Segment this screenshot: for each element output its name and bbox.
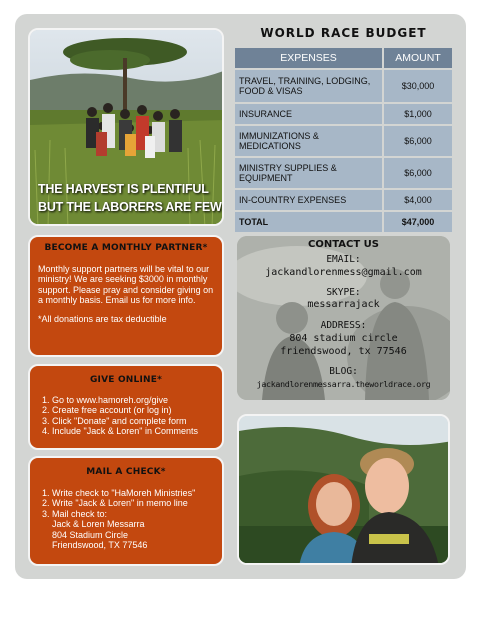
expense-amount: $30,000 <box>382 70 452 102</box>
budget-row <box>235 70 452 102</box>
give-online-box <box>28 364 224 450</box>
mail-check-box <box>28 456 224 566</box>
skype-name: messarrajack <box>307 299 380 310</box>
expense-amount: $6,000 <box>382 158 452 188</box>
mail-check-title: MAIL A CHECK* <box>86 467 166 477</box>
expense-label: TRAVEL, TRAINING, LODGING, FOOD & VISAS <box>235 70 382 102</box>
give-online-step: 4. Include "Jack & Loren" in Comments <box>52 426 214 437</box>
blog-label: BLOG: <box>329 366 358 377</box>
tax-deductible-note: *All donations are tax deductible <box>38 313 167 324</box>
address-line1: 804 stadium circle <box>289 333 398 344</box>
budget-header-row <box>235 48 452 68</box>
mailing-address-line: Jack & Loren Messarra <box>52 519 145 529</box>
expense-amount: $1,000 <box>382 104 452 124</box>
expense-amount: $4,000 <box>382 190 452 210</box>
expense-label: INSURANCE <box>235 104 382 124</box>
give-online-title: GIVE ONLINE* <box>89 375 163 385</box>
give-online-step: 1. Go to www.hamoreh.org/give <box>52 395 214 406</box>
budget-title: WORLD RACE BUDGET <box>260 26 427 40</box>
expense-amount: $6,000 <box>382 126 452 156</box>
amount-header: AMOUNT <box>382 48 452 68</box>
email-address: jackandlorenmess@gmail.com <box>265 267 422 278</box>
expense-label: MINISTRY SUPPLIES & EQUIPMENT <box>235 158 382 188</box>
mail-check-step <box>52 509 214 551</box>
mail-check-steps <box>38 488 214 551</box>
budget-row <box>235 158 452 188</box>
couple-photo <box>237 414 450 565</box>
budget-total-row <box>235 212 452 232</box>
mission-team-image <box>30 30 224 226</box>
give-online-steps <box>38 395 214 437</box>
total-amount: $47,000 <box>382 212 452 232</box>
budget-table <box>235 46 452 234</box>
photo-caption-line1: THE HARVEST IS PLENTIFUL <box>38 182 209 196</box>
budget-row <box>235 104 452 124</box>
monthly-partner-box <box>28 235 224 357</box>
contact-title: CONTACT US <box>308 239 379 250</box>
budget-row <box>235 126 452 156</box>
give-online-step: 3. Click "Donate" and complete form <box>52 416 214 427</box>
give-online-step: 2. Create free account (or log in) <box>52 405 214 416</box>
expense-label: IN-COUNTRY EXPENSES <box>235 190 382 210</box>
total-label: TOTAL <box>235 212 382 232</box>
mail-check-step: 1. Write check to "HaMoreh Ministries" <box>52 488 214 499</box>
address-label: ADDRESS: <box>320 320 367 331</box>
mail-check-step-text: Mail check to: <box>52 508 108 519</box>
blog-url: jackandlorenmessarra.theworldrace.org <box>256 379 431 389</box>
contact-box <box>237 236 450 400</box>
mailing-address-line: 804 Stadium Circle <box>52 529 129 540</box>
skype-label: SKYPE: <box>326 287 361 298</box>
mail-check-step: 2. Write "Jack & Loren" in memo line <box>52 498 214 509</box>
mission-team-photo <box>28 28 224 226</box>
email-label: EMAIL: <box>326 254 361 265</box>
expenses-header: EXPENSES <box>235 48 382 68</box>
monthly-partner-text: Monthly support partners will be vital to our ministry! We are seeking $3000 in monthly support. Please pray and consider giving on a monthly basis. Email us for more info. <box>38 263 214 305</box>
mailing-address-line: Friendswood, TX 77546 <box>52 540 148 550</box>
couple-image <box>239 416 450 565</box>
address-line2: friendswood, tx 77546 <box>280 346 407 357</box>
photo-caption-line2: BUT THE LABORERS ARE FEW <box>38 200 222 214</box>
monthly-partner-title: BECOME A MONTHLY PARTNER* <box>44 243 208 253</box>
budget-row <box>235 190 452 210</box>
expense-label: IMMUNIZATIONS & MEDICATIONS <box>235 126 382 156</box>
